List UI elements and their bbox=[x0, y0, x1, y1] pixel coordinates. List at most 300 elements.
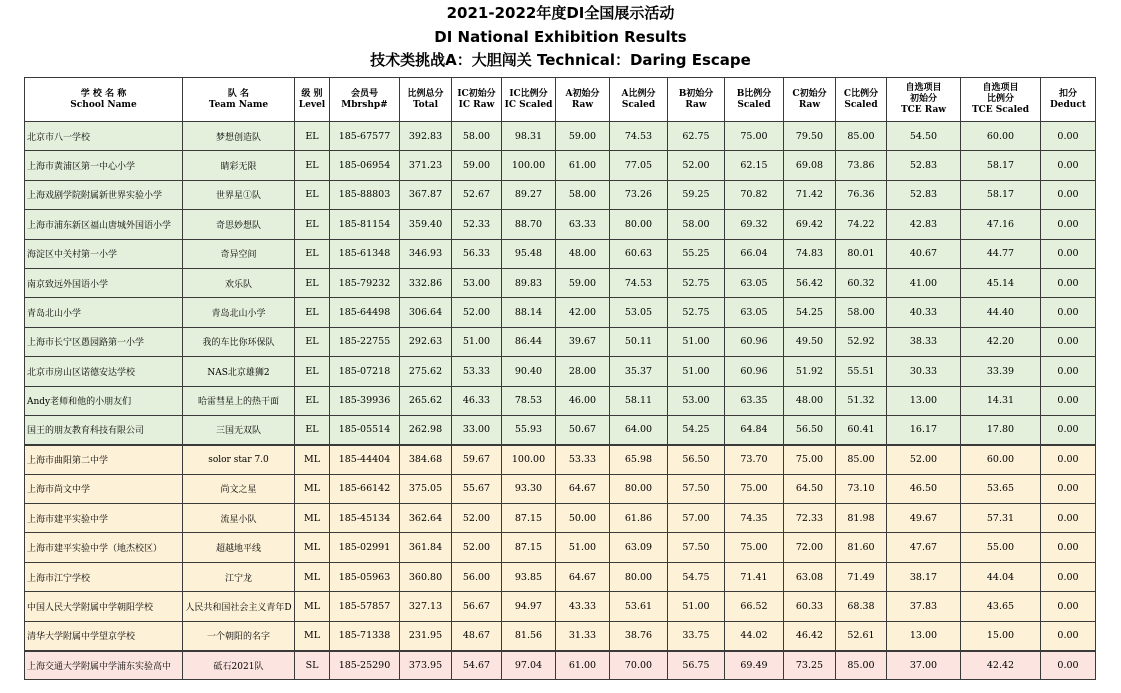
table-cell: 58.17 bbox=[961, 180, 1041, 209]
table-cell: EL bbox=[295, 298, 330, 327]
table-cell: 362.64 bbox=[400, 504, 452, 533]
table-cell: 60.00 bbox=[961, 122, 1041, 151]
table-cell: ML bbox=[295, 533, 330, 562]
table-cell: 61.00 bbox=[556, 651, 610, 680]
table-cell: 85.00 bbox=[836, 445, 887, 474]
table-row bbox=[25, 533, 1096, 562]
column-header bbox=[1041, 78, 1096, 122]
column-header-line: Deduct bbox=[1049, 99, 1086, 110]
team-name-cell: 睛彩无限 bbox=[183, 151, 295, 180]
table-cell: 46.50 bbox=[887, 474, 961, 503]
table-cell: 58.00 bbox=[556, 180, 610, 209]
table-cell: 63.05 bbox=[725, 268, 784, 297]
table-cell: 392.83 bbox=[400, 122, 452, 151]
table-cell: 58.00 bbox=[452, 122, 502, 151]
table-row bbox=[25, 651, 1096, 680]
table-cell: 56.67 bbox=[452, 592, 502, 621]
column-header-line: 学 校 名 称 bbox=[80, 88, 127, 99]
column-header bbox=[330, 78, 400, 122]
table-cell: 51.92 bbox=[784, 357, 836, 386]
table-cell: ML bbox=[295, 445, 330, 474]
column-header bbox=[887, 78, 961, 122]
table-cell: 42.00 bbox=[556, 298, 610, 327]
school-name-cell: 上海市曲阳第二中学 bbox=[25, 445, 183, 474]
table-cell: 55.00 bbox=[961, 533, 1041, 562]
table-cell: 48.67 bbox=[452, 621, 502, 650]
table-cell: 45.14 bbox=[961, 268, 1041, 297]
school-name-cell: 国王的朋友教育科技有限公司 bbox=[25, 415, 183, 444]
table-cell: 95.48 bbox=[502, 239, 556, 268]
table-cell: 30.33 bbox=[887, 357, 961, 386]
column-header-line: 会员号 bbox=[350, 88, 378, 99]
table-cell: 59.00 bbox=[556, 268, 610, 297]
table-cell: 50.00 bbox=[556, 504, 610, 533]
table-cell: 31.33 bbox=[556, 621, 610, 650]
team-name-cell: 砥石2021队 bbox=[183, 651, 295, 680]
table-cell: 185-44404 bbox=[330, 445, 400, 474]
table-cell: 66.52 bbox=[725, 592, 784, 621]
table-row bbox=[25, 239, 1096, 268]
table-cell: 64.67 bbox=[556, 562, 610, 591]
table-cell: 64.50 bbox=[784, 474, 836, 503]
column-header-line: Team Name bbox=[208, 99, 269, 110]
table-cell: 0.00 bbox=[1041, 621, 1096, 650]
table-cell: 57.50 bbox=[668, 474, 725, 503]
table-cell: 72.33 bbox=[784, 504, 836, 533]
table-cell: 33.39 bbox=[961, 357, 1041, 386]
table-cell: 73.70 bbox=[725, 445, 784, 474]
table-cell: 52.61 bbox=[836, 621, 887, 650]
table-cell: 59.25 bbox=[668, 180, 725, 209]
table-cell: 0.00 bbox=[1041, 180, 1096, 209]
table-cell: 48.00 bbox=[556, 239, 610, 268]
table-cell: 42.20 bbox=[961, 327, 1041, 356]
school-name-cell: 北京市房山区诺德安达学校 bbox=[25, 357, 183, 386]
table-cell: 57.00 bbox=[668, 504, 725, 533]
table-cell: 185-67577 bbox=[330, 122, 400, 151]
table-cell: 346.93 bbox=[400, 239, 452, 268]
column-header-line: TCE Scaled bbox=[971, 105, 1030, 115]
table-cell: 51.00 bbox=[452, 327, 502, 356]
table-cell: 70.82 bbox=[725, 180, 784, 209]
table-cell: 38.17 bbox=[887, 562, 961, 591]
table-cell: 90.40 bbox=[502, 357, 556, 386]
table-cell: 81.56 bbox=[502, 621, 556, 650]
table-cell: 100.00 bbox=[502, 445, 556, 474]
column-header-line: 初始分 bbox=[909, 94, 937, 104]
table-row bbox=[25, 180, 1096, 209]
table-cell: 44.40 bbox=[961, 298, 1041, 327]
table-cell: 56.50 bbox=[784, 415, 836, 444]
column-header-line: Level bbox=[298, 99, 326, 110]
column-header-line: Mbrshp# bbox=[341, 99, 388, 110]
table-cell: 37.83 bbox=[887, 592, 961, 621]
table-row bbox=[25, 210, 1096, 239]
table-cell: 80.00 bbox=[610, 562, 668, 591]
table-cell: EL bbox=[295, 239, 330, 268]
table-cell: 100.00 bbox=[502, 151, 556, 180]
column-header-line: B比例分 bbox=[736, 88, 772, 99]
table-cell: 47.16 bbox=[961, 210, 1041, 239]
table-cell: 28.00 bbox=[556, 357, 610, 386]
table-cell: 361.84 bbox=[400, 533, 452, 562]
table-cell: 54.67 bbox=[452, 651, 502, 680]
column-header-line: Total bbox=[412, 99, 439, 110]
team-name-cell: 梦想创造队 bbox=[183, 122, 295, 151]
table-cell: 68.38 bbox=[836, 592, 887, 621]
table-cell: 57.50 bbox=[668, 533, 725, 562]
table-cell: 52.67 bbox=[452, 180, 502, 209]
column-header-line: Raw bbox=[571, 99, 594, 110]
table-cell: 40.33 bbox=[887, 298, 961, 327]
team-name-cell: 奇异空间 bbox=[183, 239, 295, 268]
table-cell: 53.00 bbox=[668, 386, 725, 415]
table-cell: ML bbox=[295, 592, 330, 621]
table-cell: 59.00 bbox=[452, 151, 502, 180]
table-cell: 185-45134 bbox=[330, 504, 400, 533]
table-cell: 60.96 bbox=[725, 327, 784, 356]
school-name-cell: 清华大学附属中学望京学校 bbox=[25, 621, 183, 650]
table-cell: 93.85 bbox=[502, 562, 556, 591]
team-name-cell: 世界星①队 bbox=[183, 180, 295, 209]
table-cell: 73.10 bbox=[836, 474, 887, 503]
table-cell: 63.05 bbox=[725, 298, 784, 327]
school-name-cell: 上海市黄浦区第一中心小学 bbox=[25, 151, 183, 180]
school-name-cell: 上海戏剧学院附属新世界实验小学 bbox=[25, 180, 183, 209]
table-cell: 16.17 bbox=[887, 415, 961, 444]
table-cell: 371.23 bbox=[400, 151, 452, 180]
table-cell: 52.00 bbox=[452, 533, 502, 562]
table-cell: 85.00 bbox=[836, 122, 887, 151]
column-header bbox=[610, 78, 668, 122]
table-cell: 97.04 bbox=[502, 651, 556, 680]
table-cell: 275.62 bbox=[400, 357, 452, 386]
table-cell: SL bbox=[295, 651, 330, 680]
school-name-cell: 上海市建平实验中学（地杰校区） bbox=[25, 533, 183, 562]
column-header-line: 自选项目 bbox=[905, 83, 942, 93]
table-cell: 52.92 bbox=[836, 327, 887, 356]
table-cell: 360.80 bbox=[400, 562, 452, 591]
table-row bbox=[25, 327, 1096, 356]
table-cell: 74.35 bbox=[725, 504, 784, 533]
table-cell: 52.83 bbox=[887, 180, 961, 209]
team-name-cell: 奇思妙想队 bbox=[183, 210, 295, 239]
column-header-line: A比例分 bbox=[621, 88, 656, 99]
table-cell: 332.86 bbox=[400, 268, 452, 297]
table-cell: 59.67 bbox=[452, 445, 502, 474]
table-cell: 185-88803 bbox=[330, 180, 400, 209]
table-cell: 375.05 bbox=[400, 474, 452, 503]
table-cell: EL bbox=[295, 210, 330, 239]
table-cell: EL bbox=[295, 415, 330, 444]
table-cell: 56.50 bbox=[668, 445, 725, 474]
table-cell: 86.44 bbox=[502, 327, 556, 356]
table-cell: 60.00 bbox=[961, 445, 1041, 474]
table-cell: EL bbox=[295, 151, 330, 180]
team-name-cell: 欢乐队 bbox=[183, 268, 295, 297]
table-cell: 47.67 bbox=[887, 533, 961, 562]
table-cell: 0.00 bbox=[1041, 357, 1096, 386]
team-name-cell: 流星小队 bbox=[183, 504, 295, 533]
table-cell: 73.26 bbox=[610, 180, 668, 209]
team-name-cell: 我的车比你环保队 bbox=[183, 327, 295, 356]
column-header-line: Scaled bbox=[621, 99, 656, 110]
table-cell: 53.33 bbox=[556, 445, 610, 474]
table-cell: EL bbox=[295, 180, 330, 209]
table-cell: 15.00 bbox=[961, 621, 1041, 650]
table-cell: 33.00 bbox=[452, 415, 502, 444]
table-row bbox=[25, 474, 1096, 503]
school-name-cell: 上海交通大学附属中学浦东实验高中 bbox=[25, 651, 183, 680]
table-cell: 0.00 bbox=[1041, 386, 1096, 415]
table-cell: 40.67 bbox=[887, 239, 961, 268]
table-cell: 52.00 bbox=[452, 504, 502, 533]
table-cell: 38.33 bbox=[887, 327, 961, 356]
table-cell: 17.80 bbox=[961, 415, 1041, 444]
school-name-cell: 上海市建平实验中学 bbox=[25, 504, 183, 533]
table-cell: EL bbox=[295, 122, 330, 151]
table-cell: 60.96 bbox=[725, 357, 784, 386]
team-name-cell: 人民共和国社会主义青年D bbox=[183, 592, 295, 621]
table-cell: 185-39936 bbox=[330, 386, 400, 415]
column-header-line: IC Raw bbox=[458, 99, 495, 110]
school-name-cell: 海淀区中关村第一小学 bbox=[25, 239, 183, 268]
school-name-cell: 北京市八一学校 bbox=[25, 122, 183, 151]
column-header-line: B初始分 bbox=[678, 88, 714, 99]
column-header-line: 比例分 bbox=[986, 94, 1014, 104]
column-header bbox=[502, 78, 556, 122]
table-cell: 185-05514 bbox=[330, 415, 400, 444]
team-name-cell: 青岛北山小学 bbox=[183, 298, 295, 327]
team-name-cell: 江宁龙 bbox=[183, 562, 295, 591]
table-cell: 185-66142 bbox=[330, 474, 400, 503]
table-cell: 77.05 bbox=[610, 151, 668, 180]
table-cell: 42.83 bbox=[887, 210, 961, 239]
school-name-cell: 青岛北山小学 bbox=[25, 298, 183, 327]
table-cell: 79.50 bbox=[784, 122, 836, 151]
column-header bbox=[400, 78, 452, 122]
table-cell: 60.33 bbox=[784, 592, 836, 621]
table-cell: 89.27 bbox=[502, 180, 556, 209]
table-cell: 0.00 bbox=[1041, 327, 1096, 356]
table-cell: 185-57857 bbox=[330, 592, 400, 621]
table-cell: 74.53 bbox=[610, 122, 668, 151]
table-cell: 78.53 bbox=[502, 386, 556, 415]
school-name-cell: 上海市长宁区愚园路第一小学 bbox=[25, 327, 183, 356]
table-cell: 88.14 bbox=[502, 298, 556, 327]
table-cell: 56.33 bbox=[452, 239, 502, 268]
table-cell: 0.00 bbox=[1041, 268, 1096, 297]
column-header-line: IC Scaled bbox=[504, 99, 553, 110]
table-cell: 44.04 bbox=[961, 562, 1041, 591]
school-name-cell: Andy老师和他的小朋友们 bbox=[25, 386, 183, 415]
table-cell: ML bbox=[295, 562, 330, 591]
table-cell: 39.67 bbox=[556, 327, 610, 356]
table-cell: 52.00 bbox=[668, 151, 725, 180]
table-cell: 85.00 bbox=[836, 651, 887, 680]
table-cell: 53.61 bbox=[610, 592, 668, 621]
table-cell: 373.95 bbox=[400, 651, 452, 680]
table-cell: 185-02991 bbox=[330, 533, 400, 562]
table-cell: 64.84 bbox=[725, 415, 784, 444]
results-table bbox=[24, 77, 1096, 680]
table-cell: 66.04 bbox=[725, 239, 784, 268]
table-cell: 46.00 bbox=[556, 386, 610, 415]
table-cell: 87.15 bbox=[502, 504, 556, 533]
column-header-line: C比例分 bbox=[843, 88, 879, 99]
school-name-cell: 上海市尚文中学 bbox=[25, 474, 183, 503]
table-cell: 59.00 bbox=[556, 122, 610, 151]
table-cell: 81.98 bbox=[836, 504, 887, 533]
column-header bbox=[183, 78, 295, 122]
table-cell: 55.51 bbox=[836, 357, 887, 386]
table-cell: 185-05963 bbox=[330, 562, 400, 591]
table-cell: 51.00 bbox=[668, 592, 725, 621]
team-name-cell: 一个朝阳的名字 bbox=[183, 621, 295, 650]
table-cell: 48.00 bbox=[784, 386, 836, 415]
table-cell: 0.00 bbox=[1041, 122, 1096, 151]
table-cell: ML bbox=[295, 474, 330, 503]
table-cell: 52.75 bbox=[668, 268, 725, 297]
table-cell: 185-81154 bbox=[330, 210, 400, 239]
table-cell: 53.65 bbox=[961, 474, 1041, 503]
table-cell: 71.49 bbox=[836, 562, 887, 591]
table-cell: 49.50 bbox=[784, 327, 836, 356]
table-cell: 56.42 bbox=[784, 268, 836, 297]
table-cell: 63.33 bbox=[556, 210, 610, 239]
table-cell: 51.32 bbox=[836, 386, 887, 415]
table-cell: 0.00 bbox=[1041, 298, 1096, 327]
table-row bbox=[25, 621, 1096, 650]
table-cell: 93.30 bbox=[502, 474, 556, 503]
table-cell: 69.32 bbox=[725, 210, 784, 239]
column-header-line: A初始分 bbox=[565, 88, 600, 99]
table-cell: 50.67 bbox=[556, 415, 610, 444]
column-header bbox=[25, 78, 183, 122]
table-cell: 69.49 bbox=[725, 651, 784, 680]
table-cell: 49.67 bbox=[887, 504, 961, 533]
table-cell: 69.08 bbox=[784, 151, 836, 180]
table-cell: 54.50 bbox=[887, 122, 961, 151]
table-row bbox=[25, 415, 1096, 444]
table-row bbox=[25, 504, 1096, 533]
table-cell: 185-22755 bbox=[330, 327, 400, 356]
table-cell: 359.40 bbox=[400, 210, 452, 239]
table-cell: 74.22 bbox=[836, 210, 887, 239]
table-cell: 0.00 bbox=[1041, 504, 1096, 533]
table-cell: 72.00 bbox=[784, 533, 836, 562]
table-row bbox=[25, 357, 1096, 386]
team-name-cell: 尚文之星 bbox=[183, 474, 295, 503]
table-cell: EL bbox=[295, 386, 330, 415]
table-cell: 52.83 bbox=[887, 151, 961, 180]
table-cell: 52.75 bbox=[668, 298, 725, 327]
table-cell: 60.63 bbox=[610, 239, 668, 268]
table-cell: 53.05 bbox=[610, 298, 668, 327]
column-header bbox=[668, 78, 725, 122]
table-cell: 306.64 bbox=[400, 298, 452, 327]
table-row bbox=[25, 298, 1096, 327]
title-line-3: 技术类挑战A：大胆闯关 Technical：Daring Escape bbox=[370, 51, 751, 69]
column-header-line: Scaled bbox=[737, 99, 771, 110]
table-cell: 43.33 bbox=[556, 592, 610, 621]
table-cell: 46.33 bbox=[452, 386, 502, 415]
table-cell: 38.76 bbox=[610, 621, 668, 650]
table-cell: 75.00 bbox=[784, 445, 836, 474]
table-cell: 51.00 bbox=[668, 327, 725, 356]
table-body bbox=[25, 122, 1096, 680]
column-header bbox=[295, 78, 330, 122]
table-row bbox=[25, 445, 1096, 474]
table-cell: 57.31 bbox=[961, 504, 1041, 533]
table-cell: 70.00 bbox=[610, 651, 668, 680]
table-cell: 185-25290 bbox=[330, 651, 400, 680]
table-cell: 62.15 bbox=[725, 151, 784, 180]
table-cell: 63.08 bbox=[784, 562, 836, 591]
school-name-cell: 南京致远外国语小学 bbox=[25, 268, 183, 297]
table-cell: 58.11 bbox=[610, 386, 668, 415]
table-cell: 60.41 bbox=[836, 415, 887, 444]
table-cell: 80.01 bbox=[836, 239, 887, 268]
table-cell: 71.41 bbox=[725, 562, 784, 591]
table-cell: 75.00 bbox=[725, 533, 784, 562]
table-cell: 56.00 bbox=[452, 562, 502, 591]
table-cell: 76.36 bbox=[836, 180, 887, 209]
table-cell: 14.31 bbox=[961, 386, 1041, 415]
table-cell: 61.00 bbox=[556, 151, 610, 180]
column-header bbox=[452, 78, 502, 122]
table-row bbox=[25, 268, 1096, 297]
table-cell: 185-79232 bbox=[330, 268, 400, 297]
table-row bbox=[25, 151, 1096, 180]
column-header-line: 扣分 bbox=[1058, 88, 1077, 99]
table-cell: EL bbox=[295, 268, 330, 297]
table-cell: 74.83 bbox=[784, 239, 836, 268]
table-cell: 37.00 bbox=[887, 651, 961, 680]
table-cell: 50.11 bbox=[610, 327, 668, 356]
table-cell: 56.75 bbox=[668, 651, 725, 680]
table-cell: 384.68 bbox=[400, 445, 452, 474]
table-cell: 231.95 bbox=[400, 621, 452, 650]
column-header-line: Raw bbox=[798, 99, 821, 110]
table-cell: 46.42 bbox=[784, 621, 836, 650]
table-cell: 44.02 bbox=[725, 621, 784, 650]
table-cell: 71.42 bbox=[784, 180, 836, 209]
table-cell: 33.75 bbox=[668, 621, 725, 650]
table-cell: 87.15 bbox=[502, 533, 556, 562]
table-cell: EL bbox=[295, 357, 330, 386]
team-name-cell: 超越地平线 bbox=[183, 533, 295, 562]
table-cell: 62.75 bbox=[668, 122, 725, 151]
table-cell: 58.00 bbox=[836, 298, 887, 327]
table-cell: 185-61348 bbox=[330, 239, 400, 268]
team-name-cell: NAS北京雄狮2 bbox=[183, 357, 295, 386]
table-cell: 44.77 bbox=[961, 239, 1041, 268]
column-header bbox=[836, 78, 887, 122]
table-cell: 52.00 bbox=[887, 445, 961, 474]
team-name-cell: 哈雷彗星上的热干面 bbox=[183, 386, 295, 415]
table-cell: 80.00 bbox=[610, 474, 668, 503]
table-cell: 367.87 bbox=[400, 180, 452, 209]
table-cell: 35.37 bbox=[610, 357, 668, 386]
table-cell: 42.42 bbox=[961, 651, 1041, 680]
table-cell: 0.00 bbox=[1041, 474, 1096, 503]
table-cell: 73.86 bbox=[836, 151, 887, 180]
table-cell: 13.00 bbox=[887, 621, 961, 650]
column-header-line: TCE Raw bbox=[900, 105, 947, 115]
header-row bbox=[25, 78, 1096, 122]
school-name-cell: 中国人民大学附属中学朝阳学校 bbox=[25, 592, 183, 621]
